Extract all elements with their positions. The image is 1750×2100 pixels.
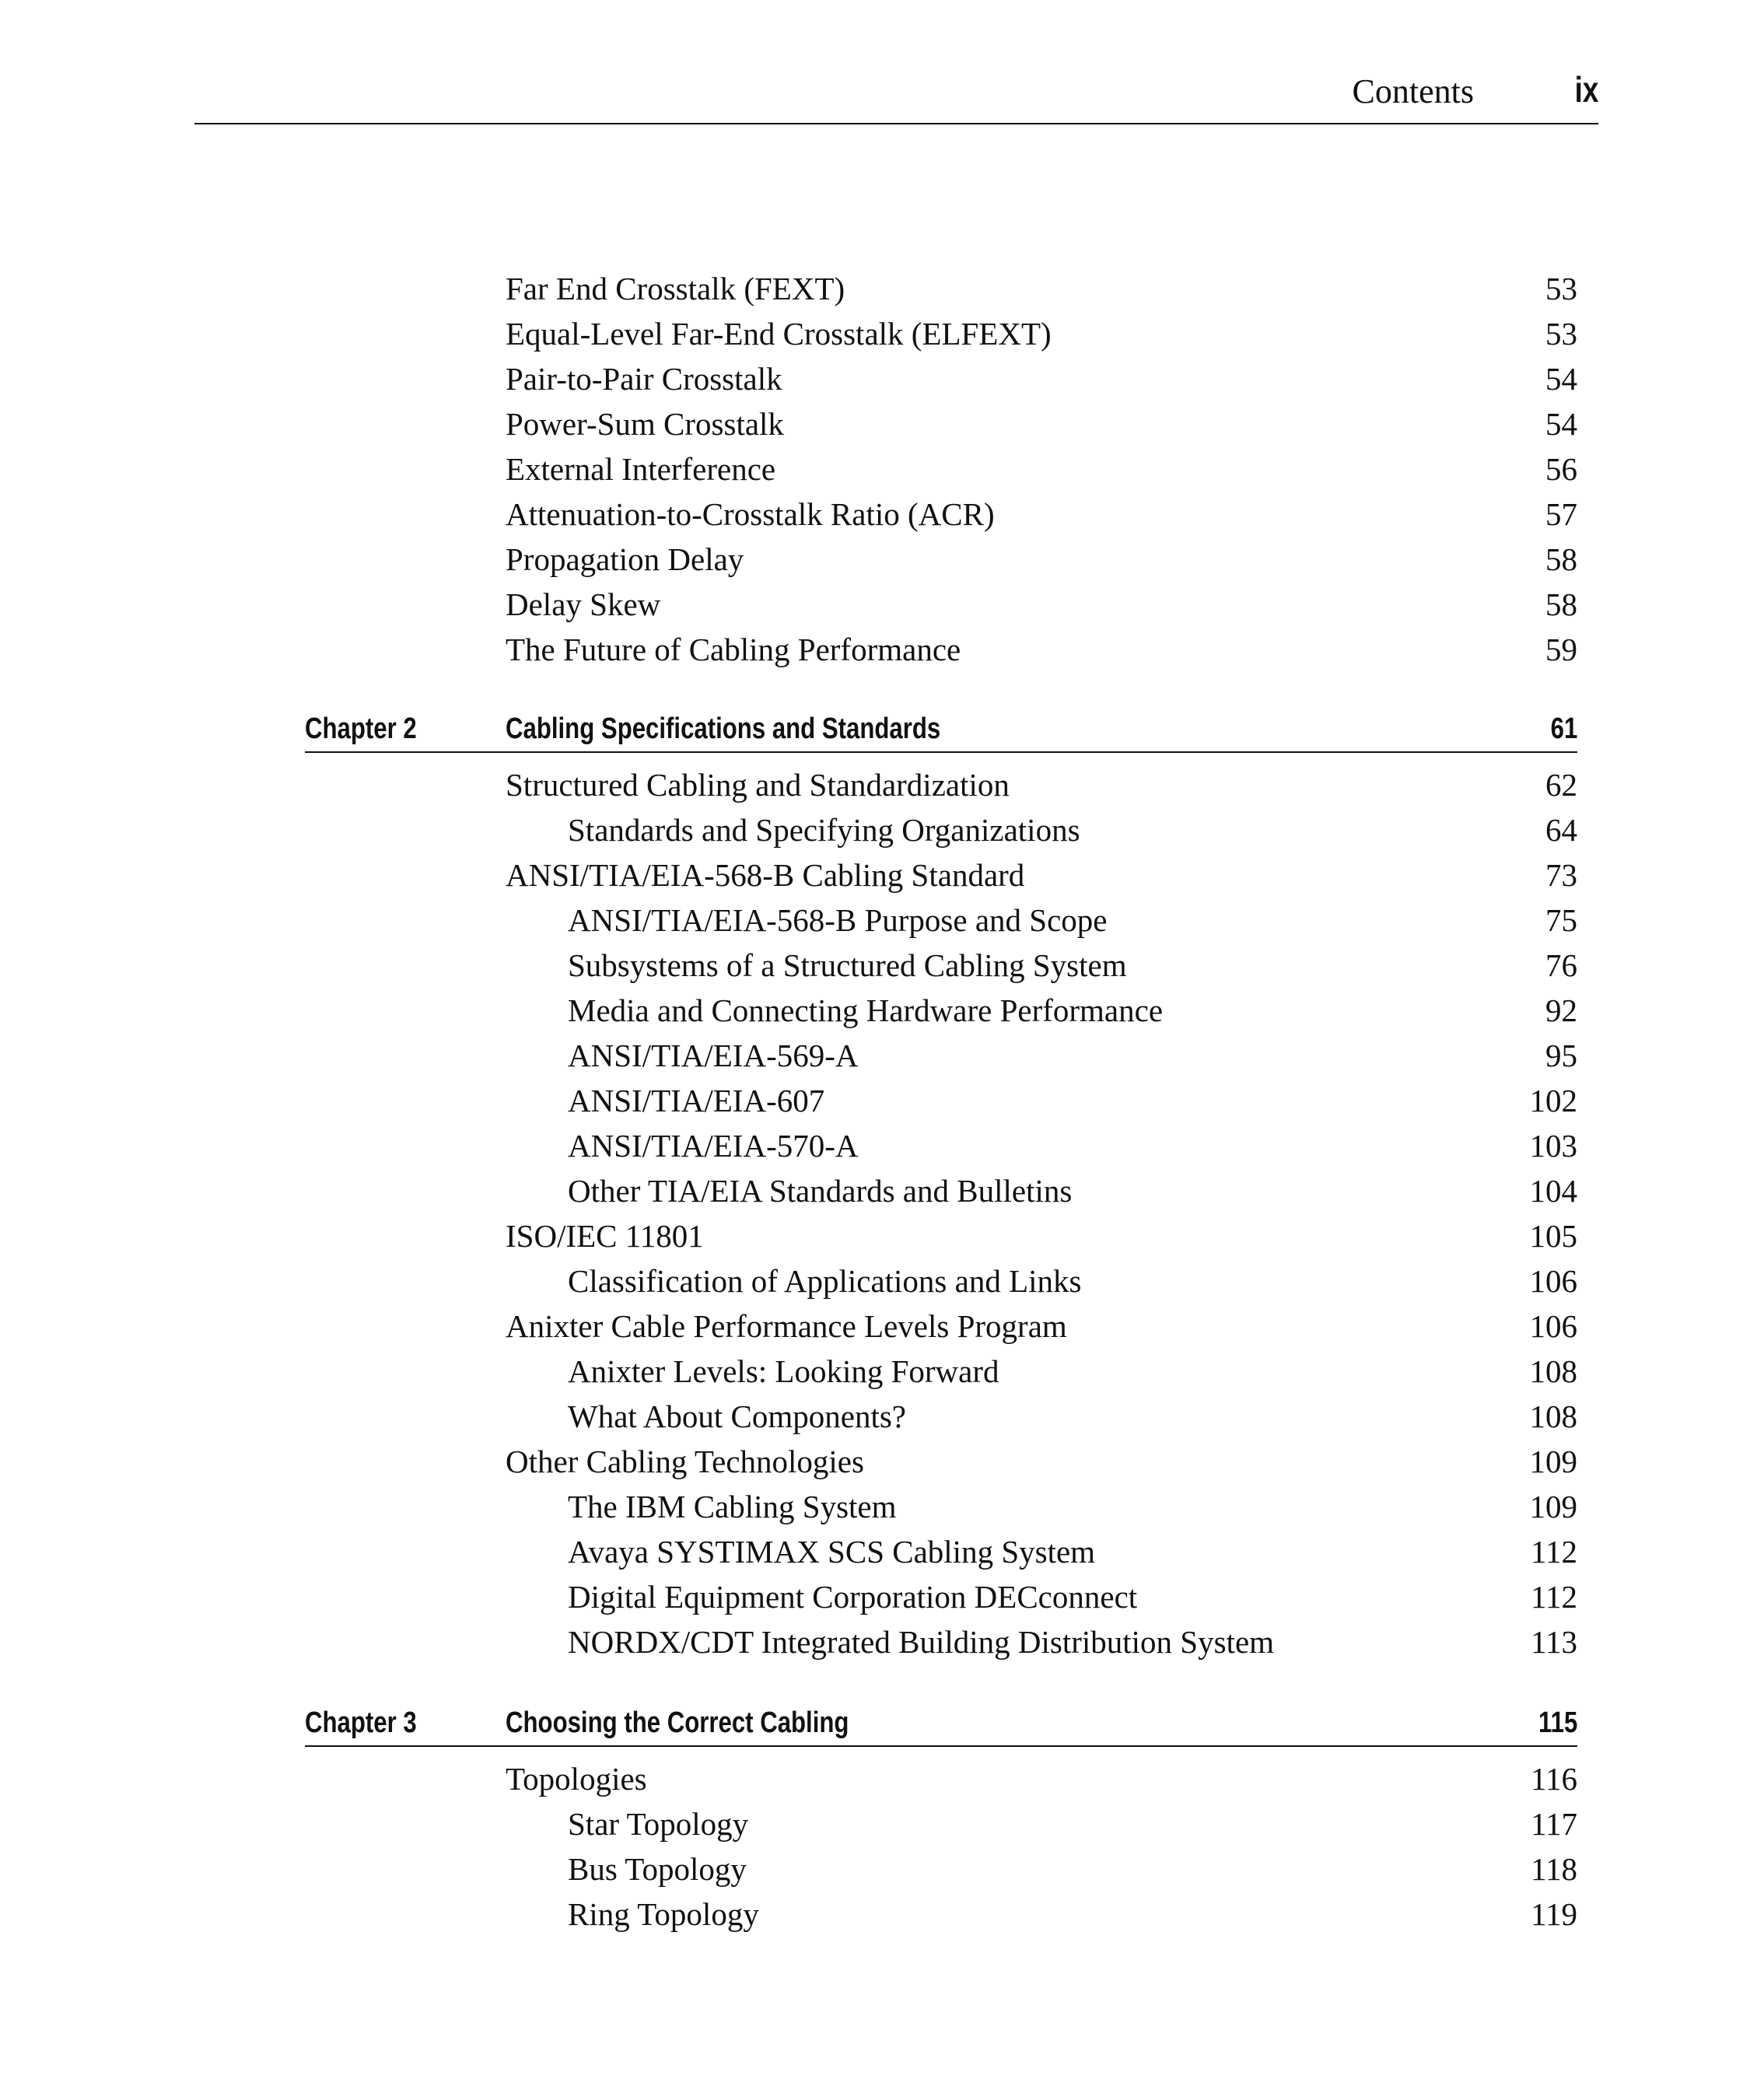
chapter-title: Choosing the Correct Cabling (506, 1706, 849, 1739)
toc-entry-title: Digital Equipment Corporation DECconnect (568, 1579, 1138, 1615)
toc-entry-page: 54 (1545, 361, 1577, 397)
toc-entry-page: 54 (1545, 406, 1577, 442)
toc-entry-title: Bus Topology (568, 1851, 747, 1887)
toc-subentry[interactable] (506, 1892, 1577, 1937)
toc-entry[interactable] (506, 401, 1577, 446)
toc-entry-page: 57 (1545, 496, 1577, 532)
toc-entry[interactable] (506, 311, 1577, 356)
toc-entry-page: 106 (1529, 1308, 1577, 1344)
toc-subentry[interactable] (506, 988, 1577, 1033)
toc-entry-title: ANSI/TIA/EIA-568-B Cabling Standard (506, 857, 1025, 893)
toc-entry[interactable] (506, 446, 1577, 492)
toc-entry-page: 104 (1529, 1173, 1577, 1209)
toc-entry-title: Other Cabling Technologies (506, 1444, 864, 1479)
toc-entry-title: What About Components? (568, 1398, 907, 1434)
toc-entry-page: 112 (1531, 1579, 1577, 1615)
toc-entry-page: 58 (1545, 541, 1577, 577)
toc-subentry[interactable] (506, 1033, 1577, 1078)
toc-entry-title: Classification of Applications and Links (568, 1263, 1082, 1299)
toc-entry-page: 108 (1529, 1398, 1577, 1434)
toc-entry-page: 113 (1531, 1624, 1577, 1660)
toc-entry-page: 109 (1529, 1444, 1577, 1479)
toc-entry[interactable] (506, 627, 1577, 672)
toc-entry-title: Topologies (506, 1761, 647, 1797)
toc-entry-page: 95 (1545, 1038, 1577, 1073)
toc-entry-title: Other TIA/EIA Standards and Bulletins (568, 1173, 1073, 1209)
toc-entry-title: Equal-Level Far-End Crosstalk (ELFEXT) (506, 316, 1052, 352)
toc-entry-page: 76 (1545, 947, 1577, 983)
toc-entry[interactable] (506, 1439, 1577, 1484)
toc-entry-page: 73 (1545, 857, 1577, 893)
toc-entry[interactable] (506, 762, 1577, 807)
toc-entry-page: 64 (1545, 812, 1577, 848)
chapter-page: 115 (1538, 1706, 1577, 1739)
toc-entry-title: Anixter Levels: Looking Forward (568, 1353, 999, 1389)
toc-entry-title: The Future of Cabling Performance (506, 632, 961, 667)
toc-entry-page: 102 (1529, 1083, 1577, 1118)
toc-entry-title: Ring Topology (568, 1896, 759, 1932)
toc-entry-page: 56 (1545, 451, 1577, 487)
toc-entry-title: Attenuation-to-Crosstalk Ratio (ACR) (506, 496, 995, 532)
toc-entry-page: 59 (1545, 632, 1577, 667)
toc-entry-page: 106 (1529, 1263, 1577, 1299)
toc-subentry[interactable] (506, 1574, 1577, 1619)
toc-subentry[interactable] (506, 1394, 1577, 1439)
chapter-label: Chapter 2 (305, 712, 417, 745)
toc-subentry[interactable] (506, 1529, 1577, 1574)
toc-entry[interactable] (506, 537, 1577, 582)
toc-entry-title: Structured Cabling and Standardization (506, 767, 1010, 803)
toc-entry-title: The IBM Cabling System (568, 1489, 897, 1524)
toc-subentry[interactable] (506, 1168, 1577, 1213)
toc-entry-page: 119 (1531, 1896, 1577, 1932)
toc-subentry[interactable] (506, 898, 1577, 943)
toc-entry-page: 108 (1529, 1353, 1577, 1389)
toc-subentry[interactable] (506, 1484, 1577, 1529)
toc-entry-page: 117 (1531, 1806, 1577, 1842)
toc-entry[interactable] (506, 356, 1577, 401)
toc-entry-title: ANSI/TIA/EIA-570-A (568, 1128, 859, 1164)
toc-entry[interactable] (506, 1213, 1577, 1258)
toc-entry-page: 53 (1545, 316, 1577, 352)
toc-entry-page: 105 (1529, 1218, 1577, 1254)
toc-subentry[interactable] (506, 1349, 1577, 1394)
toc-entry-title: Pair-to-Pair Crosstalk (506, 361, 782, 397)
toc-entry-title: External Interference (506, 451, 776, 487)
toc-entry-page: 53 (1545, 271, 1577, 306)
toc-subentry[interactable] (506, 1078, 1577, 1123)
toc-entry-title: ISO/IEC 11801 (506, 1218, 704, 1254)
toc-entry-page: 109 (1529, 1489, 1577, 1524)
running-header-title: Contents (1352, 72, 1474, 110)
toc-entry-title: ANSI/TIA/EIA-568-B Purpose and Scope (568, 902, 1108, 938)
toc-entry-title: Delay Skew (506, 586, 661, 622)
toc-entry-title: Anixter Cable Performance Levels Program (506, 1308, 1067, 1344)
toc-entry-page: 118 (1531, 1851, 1577, 1887)
toc-entry-title: Far End Crosstalk (FEXT) (506, 271, 845, 306)
toc-subentry[interactable] (506, 1846, 1577, 1892)
toc-entry-page: 92 (1545, 992, 1577, 1028)
running-header-page-number: ix (1574, 69, 1598, 110)
toc-entry-title: Star Topology (568, 1806, 749, 1842)
toc-entry-page: 62 (1545, 767, 1577, 803)
toc-subentry[interactable] (506, 1123, 1577, 1168)
toc-entry-title: Avaya SYSTIMAX SCS Cabling System (568, 1534, 1096, 1570)
toc-subentry[interactable] (506, 1619, 1577, 1664)
chapter-page: 61 (1550, 712, 1577, 745)
toc-entry-title: ANSI/TIA/EIA-607 (568, 1083, 825, 1118)
toc-entry-title: Media and Connecting Hardware Performance (568, 992, 1164, 1028)
toc-entry[interactable] (506, 266, 1577, 311)
toc-entry-page: 58 (1545, 586, 1577, 622)
toc-subentry[interactable] (506, 1258, 1577, 1304)
chapter-heading[interactable] (305, 706, 1577, 753)
running-header (194, 68, 1598, 124)
toc-entry-title: Subsystems of a Structured Cabling System (568, 947, 1127, 983)
chapter-label: Chapter 3 (305, 1706, 417, 1739)
toc-entry[interactable] (506, 1756, 1577, 1801)
toc-entry-page: 103 (1529, 1128, 1577, 1164)
toc-entry[interactable] (506, 582, 1577, 627)
toc-entry-title: NORDX/CDT Integrated Building Distribution System (568, 1624, 1275, 1660)
toc-entry-title: Propagation Delay (506, 541, 744, 577)
toc-subentry[interactable] (506, 807, 1577, 852)
toc-subentry[interactable] (506, 1801, 1577, 1846)
toc-entry-page: 112 (1531, 1534, 1577, 1570)
toc-entry-page: 116 (1531, 1761, 1577, 1797)
toc-entry-title: Standards and Specifying Organizations (568, 812, 1080, 848)
chapter-title: Cabling Specifications and Standards (506, 712, 941, 745)
chapter-heading[interactable] (305, 1700, 1577, 1747)
toc-entry-title: Power-Sum Crosstalk (506, 406, 784, 442)
toc-entry[interactable] (506, 492, 1577, 537)
toc-entry-page: 75 (1545, 902, 1577, 938)
toc-entry-title: ANSI/TIA/EIA-569-A (568, 1038, 859, 1073)
toc-subentry[interactable] (506, 943, 1577, 988)
toc-entry[interactable] (506, 852, 1577, 898)
toc-entry[interactable] (506, 1304, 1577, 1349)
